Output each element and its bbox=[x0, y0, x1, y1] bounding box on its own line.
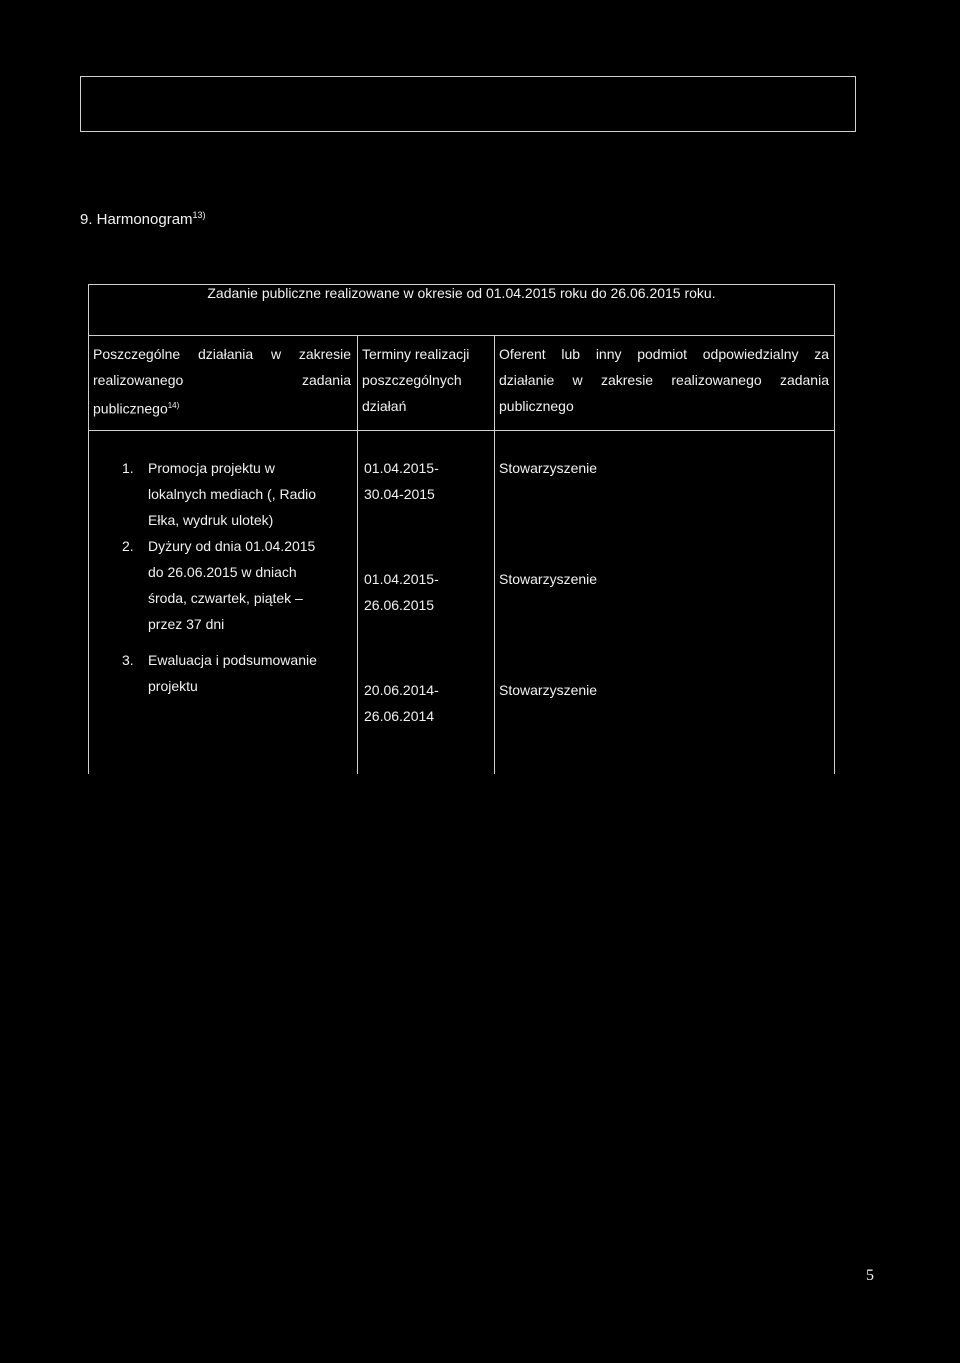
row-responsible: Stowarzyszenie bbox=[499, 682, 598, 698]
header-responsible: Oferent lub inny podmiot odpowiedzialny za działanie w zakresie realizowanego zadania publicznego bbox=[499, 346, 829, 414]
page-number: 5 bbox=[866, 1267, 874, 1284]
table-title-row bbox=[89, 285, 834, 336]
column-divider bbox=[357, 335, 358, 774]
header-actions: Poszczególne działania w zakresie realizowanego zadania publicznego$^{14)}$ bbox=[93, 346, 351, 417]
column-divider bbox=[494, 335, 495, 774]
row-number: 3. bbox=[122, 652, 134, 668]
row-responsible: Stowarzyszenie bbox=[499, 460, 598, 476]
row-term: 01.04.2015- 26.06.2015 bbox=[364, 571, 439, 613]
row-action: Ewaluacja i podsumowanie projektu bbox=[148, 652, 317, 694]
row-action: Promocja projektu w lokalnych mediach (, Radio Ełka, wydruk ulotek) bbox=[148, 460, 317, 528]
header-terms: Terminy realizacji poszczególnych działań bbox=[362, 346, 470, 414]
row-number: 1. bbox=[122, 460, 134, 476]
row-number: 2. bbox=[122, 538, 134, 554]
row-term: 01.04.2015- 30.04-2015 bbox=[364, 460, 439, 502]
row-term: 20.06.2014- 26.06.2014 bbox=[364, 682, 439, 724]
heading-footnote: 13) bbox=[192, 210, 206, 220]
top-form-box bbox=[80, 76, 856, 132]
row-responsible: Stowarzyszenie bbox=[499, 571, 598, 587]
header-divider bbox=[89, 430, 834, 431]
row-action: Dyżury od dnia 01.04.2015 do 26.06.2015 w dniach środa, czwartek, piątek – przez 37 dni bbox=[148, 538, 316, 632]
table-title: Zadanie publiczne realizowane w okresie od 01.04.2015 roku do 26.06.2015 roku. bbox=[207, 285, 716, 301]
section-heading: 9. Harmonogram$^{13)}$ bbox=[80, 210, 206, 228]
schedule-table bbox=[88, 284, 835, 774]
